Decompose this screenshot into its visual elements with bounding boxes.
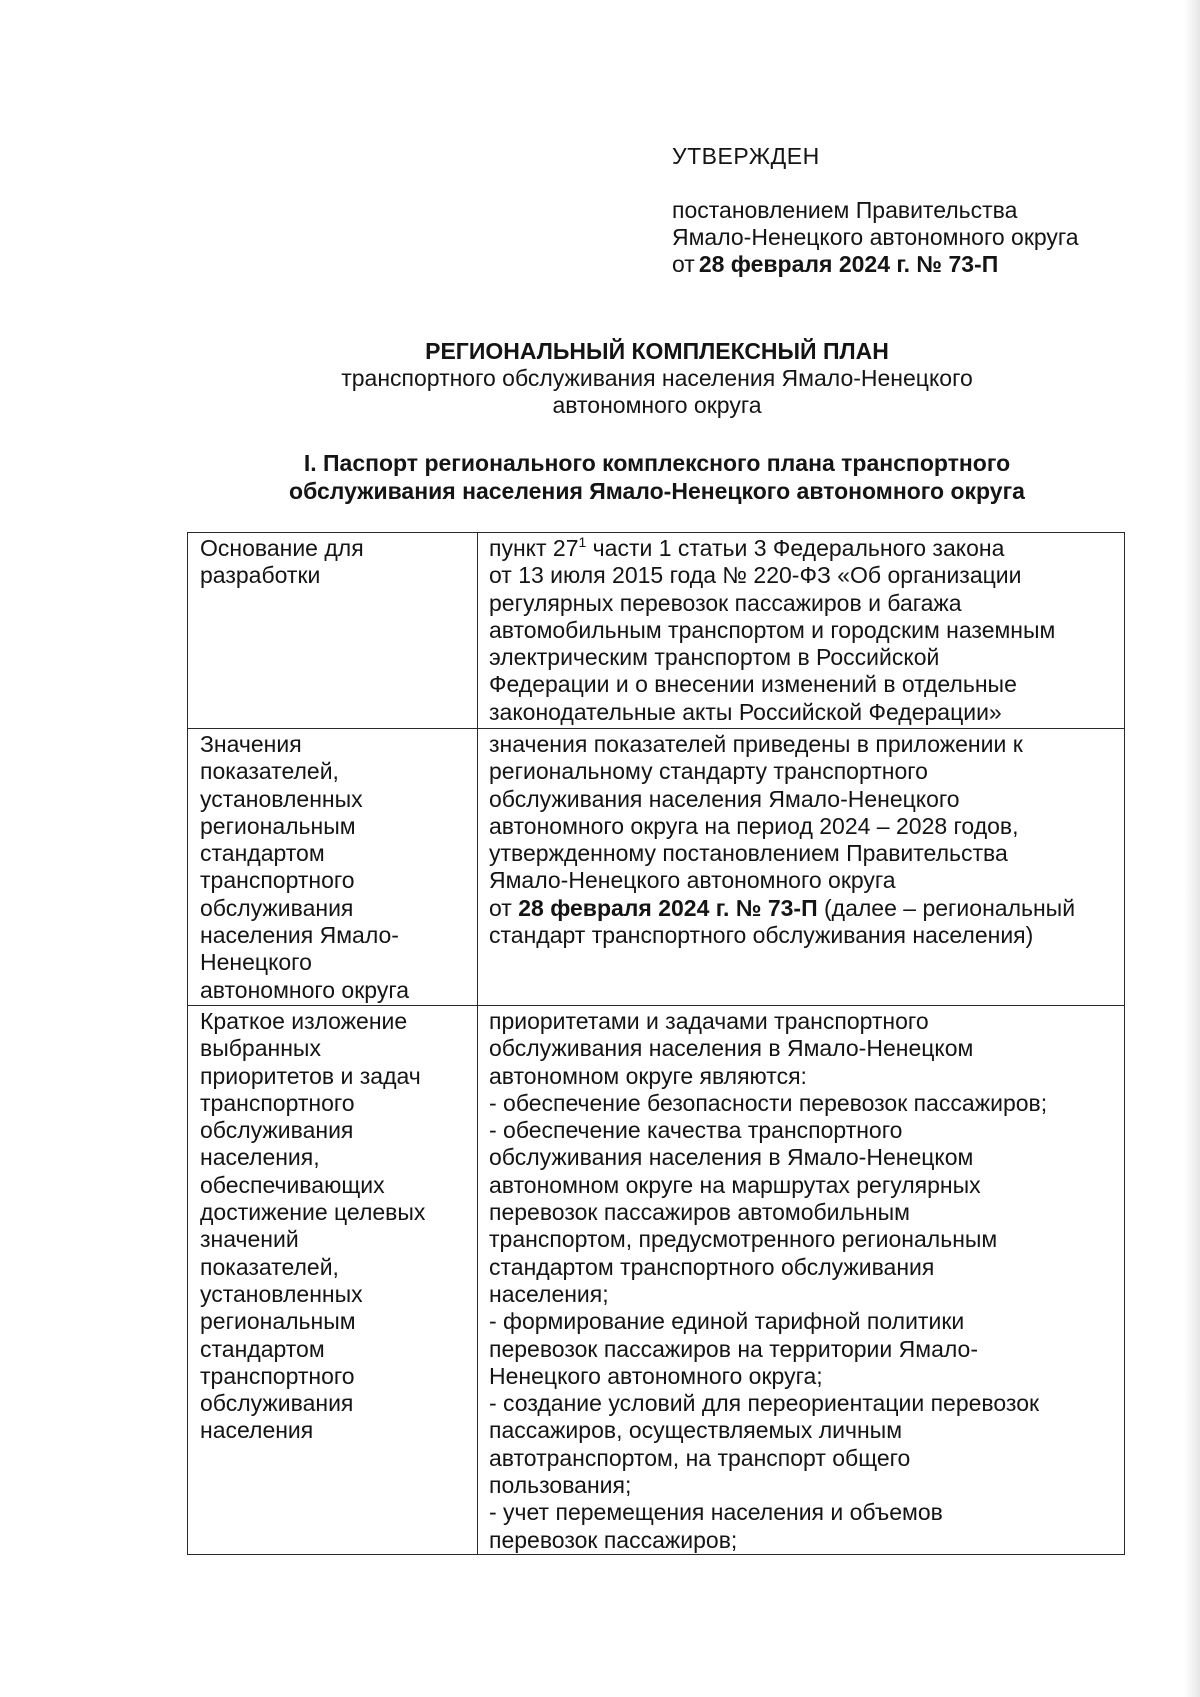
row-value-line: транспортом, предусмотренного региональным <box>489 1226 998 1253</box>
table-row <box>188 729 1125 1006</box>
row-value-line: обслуживания населения Ямало-Ненецкого <box>489 785 960 812</box>
row-label-line: установленных <box>200 785 363 812</box>
row-value-line: Ненецкого автономного округа; <box>489 1362 823 1389</box>
row-label-line: стандартом <box>200 840 325 867</box>
row-label-line: показателей, <box>200 1253 339 1280</box>
row-value-line: утвержденному постановлением Правительства <box>489 840 1008 867</box>
row-value-line: пассажиров, осуществляемых личным <box>489 1417 903 1444</box>
row-value-line: перевозок пассажиров автомобильным <box>489 1199 910 1226</box>
row-value-line: законодательные акты Российской Федерации» <box>489 698 1002 725</box>
row-value-line: перевозок пассажиров на территории Ямало- <box>489 1335 978 1362</box>
row-value-line <box>489 895 1116 922</box>
row-label-line: автономного округа <box>200 976 409 1003</box>
row-value-line: пользования; <box>489 1472 632 1499</box>
row-value-text: от <box>489 894 512 921</box>
row-value-cell <box>478 729 1125 1006</box>
row-label-line: региональным <box>200 1308 356 1335</box>
approval-date-prefix: от <box>672 251 695 277</box>
row-value-line: от 13 июля 2015 года № 220-ФЗ «Об организации <box>489 562 1022 589</box>
row-label-line: обслуживания <box>200 1390 354 1417</box>
row-label-line: стандартом <box>200 1335 325 1362</box>
approval-stamp: УТВЕРЖДЕН <box>672 143 820 169</box>
row-value-text: пункт 27 <box>489 535 579 561</box>
approval-line-2: Ямало-Ненецкого автономного округа <box>672 224 1079 250</box>
row-label-line: региональным <box>200 812 356 839</box>
section-heading <box>186 449 1128 505</box>
row-value-line: обслуживания населения в Ямало-Ненецком <box>489 1035 974 1062</box>
row-label-cell <box>188 1006 478 1555</box>
row-value-cell <box>478 1006 1125 1555</box>
row-value-text: (далее – региональный <box>817 894 1076 921</box>
row-value-line: населения; <box>489 1280 609 1307</box>
row-value-line: региональному стандарту транспортного <box>489 758 928 785</box>
passport-table <box>187 532 1125 1555</box>
scan-page-edge <box>1184 0 1200 1697</box>
row-label-line: значений <box>200 1226 299 1253</box>
row-label-line: достижение целевых <box>200 1199 426 1226</box>
document-subtitle-line-2: автономного округа <box>552 392 762 418</box>
section-heading-line-2: обслуживания населения Ямало-Ненецкого автономного округа <box>289 478 1025 504</box>
row-label-line: выбранных <box>200 1035 321 1062</box>
row-label-cell <box>188 533 478 729</box>
row-value-line <box>489 535 1116 562</box>
row-value-line: приоритетами и задачами транспортного <box>489 1008 929 1034</box>
table-row <box>188 533 1125 729</box>
row-value-cell <box>478 533 1125 729</box>
superscript-index: 1 <box>578 534 587 550</box>
document-title: РЕГИОНАЛЬНЫЙ КОМПЛЕКСНЫЙ ПЛАН <box>425 338 889 364</box>
row-label-line: Основание для <box>200 535 364 561</box>
row-label-line: приоритетов и задач <box>200 1062 421 1089</box>
row-label-line: Краткое изложение <box>200 1008 408 1034</box>
row-label-line: обслуживания <box>200 1117 354 1144</box>
row-value-line: - обеспечение безопасности перевозок пассажиров; <box>489 1089 1048 1116</box>
row-value-text: части 1 статьи 3 Федерального закона <box>586 535 1005 561</box>
document-title-block <box>186 337 1128 419</box>
row-value-line: - учет перемещения населения и объемов <box>489 1499 943 1526</box>
row-value-line: автотранспортом, на транспорт общего <box>489 1444 911 1471</box>
row-label-line: обеспечивающих <box>200 1171 385 1198</box>
row-value-line: автономном округе на маршрутах регулярных <box>489 1171 981 1198</box>
row-label-line: транспортного <box>200 1362 355 1389</box>
row-label-line: населения, <box>200 1144 320 1171</box>
row-value-line: - формирование единой тарифной политики <box>489 1308 965 1335</box>
row-label-line: обслуживания <box>200 894 354 921</box>
row-value-line: электрическим транспортом в Российской <box>489 644 940 671</box>
row-label-line: Ненецкого <box>200 949 312 976</box>
approval-date-value: 28 февраля 2024 г. № 73-П <box>698 251 999 277</box>
section-heading-line-1: I. Паспорт регионального комплексного плана транспортного <box>303 450 1011 476</box>
row-value-line: автомобильным транспортом и городским наземным <box>489 616 1056 643</box>
row-label-line: населения Ямало- <box>200 922 399 949</box>
row-value-line: стандартом транспортного обслуживания <box>489 1253 935 1280</box>
row-value-line: - создание условий для переориентации перевозок <box>489 1390 1040 1417</box>
row-value-line: Федерации и о внесении изменений в отдельные <box>489 671 1017 698</box>
table-row <box>188 1006 1125 1555</box>
row-value-line: автономном округе являются: <box>489 1062 807 1089</box>
row-value-line: Ямало-Ненецкого автономного округа <box>489 867 896 894</box>
row-label-cell <box>188 729 478 1006</box>
row-label-line: транспортного <box>200 1089 355 1116</box>
row-label-line: показателей, <box>200 758 339 785</box>
row-label-line: населения <box>200 1417 314 1444</box>
row-value-line: - обеспечение качества транспортного <box>489 1117 903 1144</box>
row-value-line: значения показателей приведены в приложении к <box>489 731 1023 757</box>
document-subtitle-line-1: транспортного обслуживания населения Ямало-Ненецкого <box>341 365 973 391</box>
row-label-line: разработки <box>200 562 321 589</box>
row-value-line: автономного округа на период 2024 – 2028 годов, <box>489 812 1019 839</box>
row-label-line: транспортного <box>200 867 355 894</box>
row-label-line: установленных <box>200 1280 363 1307</box>
row-label-line: Значения <box>200 731 302 757</box>
row-value-line: обслуживания населения в Ямало-Ненецком <box>489 1144 974 1171</box>
row-value-line: стандарт транспортного обслуживания населения) <box>489 922 1034 949</box>
row-value-line: регулярных перевозок пассажиров и багажа <box>489 589 962 616</box>
row-value-line: перевозок пассажиров; <box>489 1526 738 1553</box>
resolution-date: 28 февраля 2024 г. № 73-П <box>518 894 818 921</box>
approval-line-1: постановлением Правительства <box>672 197 1018 223</box>
approval-date-line <box>672 251 1079 278</box>
approval-block <box>672 143 1079 278</box>
